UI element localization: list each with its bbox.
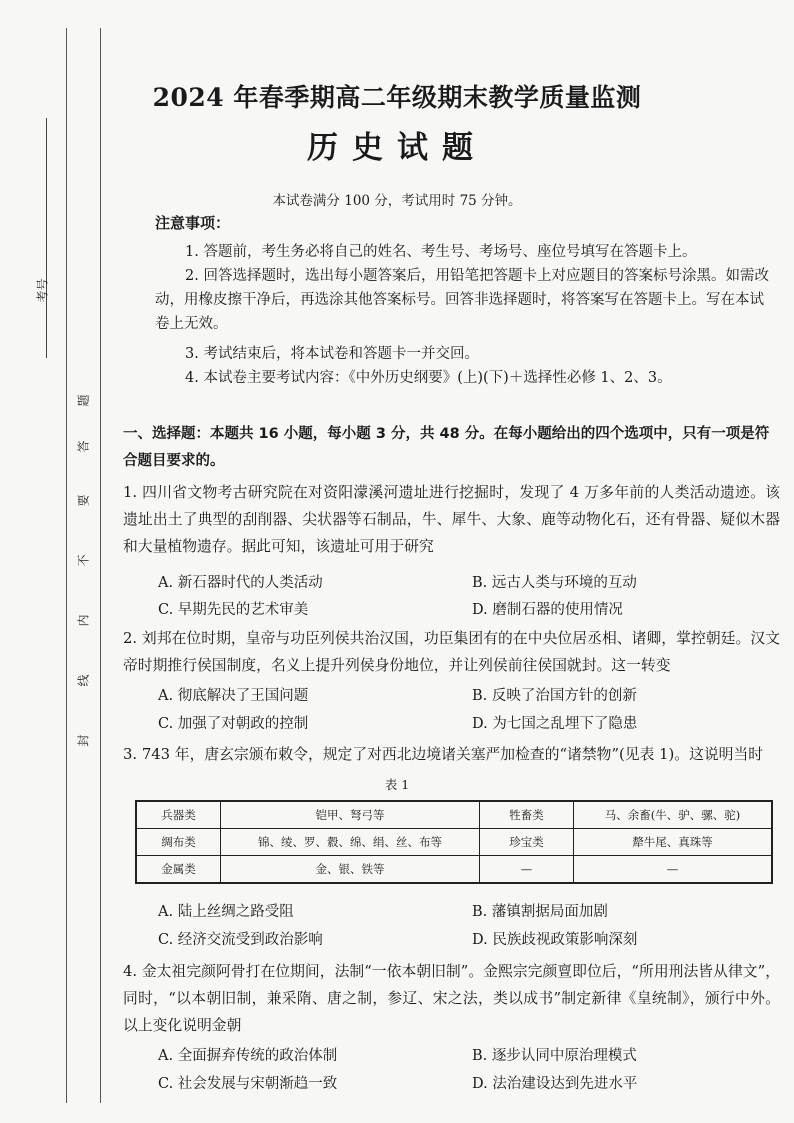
table-cell: 绸布类 (136, 829, 221, 856)
question-stem: 2. 刘邦在位时期，皇帝与功臣列侯共治汉国，功臣集团有的在中央位居丞相、诸卿，掌控朝廷。汉文帝时期推行侯国制度，名义上提升列侯身份地位，并让列侯前往侯国就封。这一转变 (123, 630, 780, 674)
option-c: C. 经济交流受到政治影响 (158, 932, 323, 948)
option-a: A. 全面摒弃传统的政治体制 (158, 1048, 338, 1064)
binding-warning-char: 封 (76, 734, 91, 747)
binding-warning-char: 题 (76, 394, 91, 407)
section-heading: 一、选择题：本题共 16 小题，每小题 3 分，共 48 分。在每小题给出的四个选项中，只有一项是符合题目要求的。 (123, 426, 770, 469)
notice-item: 3. 考试结束后，将本试卷和答题卡一并交回。 (185, 346, 479, 362)
table-cell: — (480, 856, 574, 884)
option-a: A. 彻底解决了王国问题 (158, 688, 309, 704)
table-cell: 兵器类 (136, 801, 221, 829)
option-b: B. 反映了治国方针的创新 (472, 688, 637, 704)
exam-title: 2024 年春季期高二年级期末教学质量监测 (152, 83, 642, 112)
prohibited-items-table (135, 800, 773, 884)
option-d: D. 为七国之乱埋下了隐患 (472, 716, 638, 732)
table-cell: 犛牛尾、真珠等 (574, 829, 773, 856)
option-d: D. 民族歧视政策影响深刻 (472, 932, 638, 948)
table-cell: 金属类 (136, 856, 221, 884)
table-cell: 铠甲、弩弓等 (221, 801, 480, 829)
binding-warning-char: 要 (76, 494, 91, 507)
binding-warning-char: 不 (76, 554, 91, 567)
table-row (136, 801, 772, 829)
notice-item: 4. 本试卷主要考试内容：《中外历史纲要》(上)(下)＋选择性必修 1、2、3。 (185, 370, 672, 386)
binding-warning-char: 线 (76, 674, 91, 687)
subject-title: 历史试题 (307, 130, 487, 166)
option-d: D. 法治建设达到先进水平 (472, 1076, 638, 1092)
table-row (136, 829, 772, 856)
table-cell: 马、余畜(牛、驴、骡、驼) (574, 801, 773, 829)
table-cell: 牲畜类 (480, 801, 574, 829)
question-stem: 1. 四川省文物考古研究院在对资阳濛溪河遗址进行挖掘时，发现了 4 万多年前的人类活动遗迹。该遗址出土了典型的刮削器、尖状器等石制品，牛、犀牛、大象、鹿等动物化石，还有骨器、疑似木器和大量植物遗存。据此可知，该遗址可用于研究 (123, 484, 780, 555)
table-cell: 珍宝类 (480, 829, 574, 856)
question-stem: 3. 743 年，唐玄宗颁布敕令，规定了对西北边境诸关塞严加检查的“诸禁物”(见表 1)。这说明当时 (123, 746, 764, 763)
table-cell: 金、银、铁等 (221, 856, 480, 884)
table-row (136, 856, 772, 884)
notice-item: 1. 答题前，考生务必将自己的姓名、考生号、考场号、座位号填写在答题卡上。 (185, 244, 697, 260)
option-a: A. 陆上丝绸之路受阻 (158, 904, 294, 920)
option-c: C. 社会发展与宋朝渐趋一致 (158, 1076, 338, 1092)
option-c: C. 早期先民的艺术审美 (158, 602, 309, 618)
option-a: A. 新石器时代的人类活动 (158, 575, 323, 591)
binding-warning-char: 答 (76, 440, 91, 453)
option-d: D. 磨制石器的使用情况 (472, 602, 623, 618)
binding-warning-char: 内 (76, 614, 91, 627)
notice-item: 2. 回答选择题时，选出每小题答案后，用铅笔把答题卡上对应题目的答案标号涂黑。如需改动，用橡皮擦干净后，再选涂其他答案标号。回答非选择题时，将答案写在答题卡上。写在本试卷上无效。 (155, 268, 769, 332)
exam-no-label: 考号 (35, 278, 50, 303)
table-cell: 锦、绫、罗、縠、绵、绢、丝、布等 (221, 829, 480, 856)
option-c: C. 加强了对朝政的控制 (158, 716, 309, 732)
question-stem: 4. 金太祖完颜阿骨打在位期间，法制“一依本朝旧制”。金熙宗完颜亶即位后，“所用刑法皆从律文”，同时，“以本朝旧制，兼采隋、唐之制，参辽、宋之法，类以成书”制定新律《皇统制》，颁行中外。以上变化说明金朝 (123, 963, 780, 1034)
table-cell: — (574, 856, 773, 884)
notice-heading: 注意事项： (155, 214, 231, 232)
option-b: B. 逐步认同中原治理模式 (472, 1048, 637, 1064)
exam-info: 本试卷满分 100 分，考试用时 75 分钟。 (272, 193, 522, 209)
option-b: B. 藩镇割据局面加剧 (472, 904, 608, 920)
table-caption: 表 1 (384, 777, 410, 792)
option-b: B. 远古人类与环境的互动 (472, 575, 637, 591)
